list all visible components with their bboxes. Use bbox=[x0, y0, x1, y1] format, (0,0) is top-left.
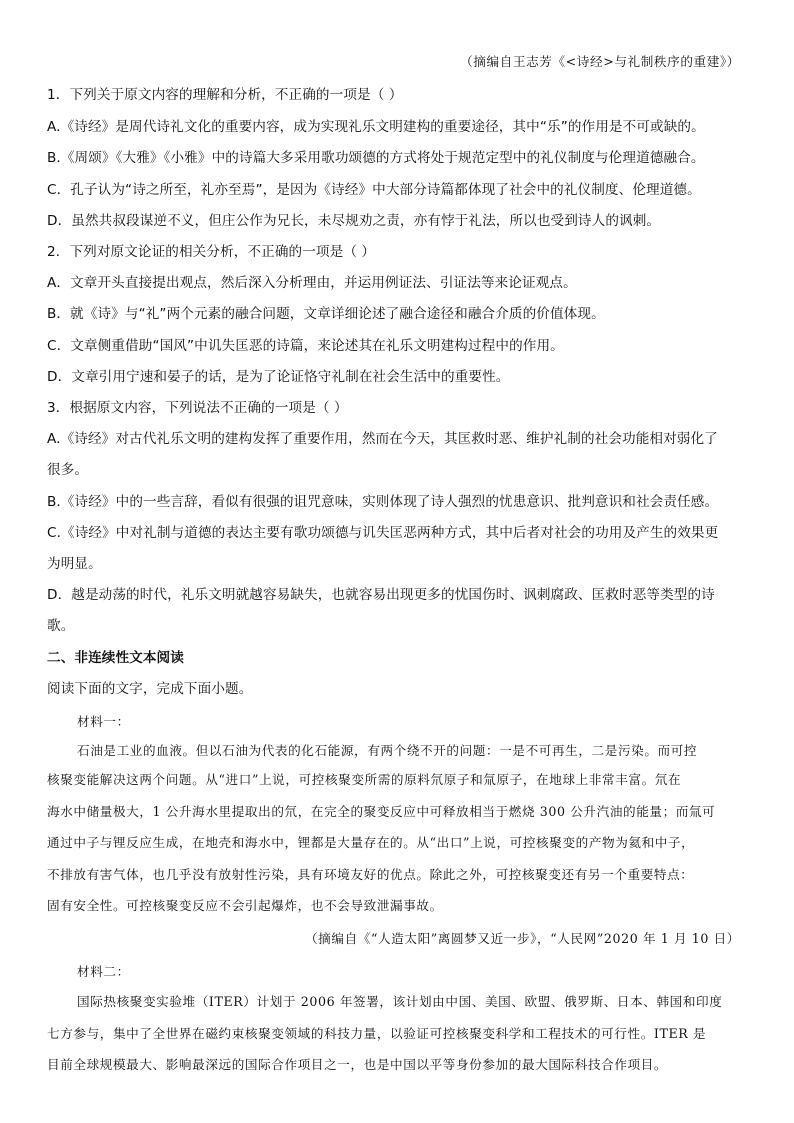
material-1-source: （摘编自《“人造太阳”离圆梦又近一步》，“人民网”2020 年 1 月 10 日） bbox=[304, 931, 740, 946]
section-instruction: 阅读下面的文字，完成下面小题。 bbox=[47, 681, 253, 697]
material-1-line: 石油是工业的血液。但以石油为代表的化石能源，有两个绕不开的问题：一是不可再生，二是污染。而可控 bbox=[77, 743, 698, 758]
material-2-line: 七方参与，集中了全世界在磁约束核聚变领域的科技力量，以验证可控核聚变科学和工程技术的可行性。ITER 是 bbox=[47, 1026, 707, 1041]
material-1-line: 固有安全性。可控核聚变反应不会引起爆炸，也不会导致泄漏事故。 bbox=[47, 898, 443, 913]
question-3-option-c-cont: 为明显。 bbox=[47, 556, 102, 572]
question-3-stem: 3．根据原文内容，下列说法不正确的一项是（ ） bbox=[47, 400, 348, 416]
question-3-option-c: C.《诗经》中对礼制与道德的表达主要有歌功颂德与讥失匡恶两种方式，其中后者对社会的功用及产生的效果更 bbox=[47, 525, 719, 541]
question-1-option-d: D．虽然共叔段谋逆不义，但庄公作为兄长，未尽规劝之责，亦有悖于礼法，所以也受到诗人的讽刺。 bbox=[47, 213, 661, 229]
question-3-option-a-cont: 很多。 bbox=[47, 462, 89, 478]
material-2-line: 国际热核聚变实验堆（ITER）计划于 2006 年签署，该计划由中国、美国、欧盟、俄罗斯、日本、韩国和印度 bbox=[77, 994, 723, 1009]
question-1-option-b: B.《周颂》《大雅》《小雅》中的诗篇大多采用歌功颂德的方式将处于规范定型中的礼仪制度与伦理道德融合。 bbox=[47, 150, 705, 166]
question-2-option-a: A．文章开头直接提出观点，然后深入分析理由，并运用例证法、引证法等来论证观点。 bbox=[47, 275, 577, 291]
question-3-option-d: D．越是动荡的时代，礼乐文明就越容易缺失，也就容易出现更多的忧国伤时、讽刺腐政、匡救时恶等类型的诗 bbox=[47, 587, 715, 603]
question-1-option-c: C．孔子认为“诗之所至，礼亦至焉”，是因为《诗经》中大部分诗篇都体现了社会中的礼仪制度、伦理道德。 bbox=[47, 182, 701, 198]
question-1-stem: 1．下列关于原文内容的理解和分析，不正确的一项是（ ） bbox=[47, 87, 403, 103]
section-heading: 二、非连续性文本阅读 bbox=[47, 650, 184, 666]
material-2-label: 材料二： bbox=[77, 964, 130, 979]
question-2-option-d: D．文章引用宁速和晏子的话，是为了论证恪守礼制在社会生活中的重要性。 bbox=[47, 369, 510, 385]
material-1-line: 海水中储量极大，1 公升海水里提取出的氘，在完全的聚变反应中可释放相当于燃烧 300 公升汽油的能量；而氚可 bbox=[47, 804, 716, 819]
question-2-option-c: C．文章侧重借助“国风”中讥失匡恶的诗篇，来论述其在礼乐文明建构过程中的作用。 bbox=[47, 338, 564, 354]
question-3-option-a: A.《诗经》对古代礼乐文明的建构发挥了重要作用，然而在今天，其匡救时恶、维护礼制的社会功能相对弱化了 bbox=[47, 431, 718, 447]
material-1-label: 材料一： bbox=[77, 714, 130, 729]
question-1-option-a: A.《诗经》是周代诗礼文化的重要内容，成为实现礼乐文明建构的重要途径，其中“乐”的作用是不可或缺的。 bbox=[47, 119, 705, 135]
question-3-option-b: B.《诗经》中的一些言辞，看似有很强的诅咒意味，实则体现了诗人强烈的忧患意识、批判意识和社会责任感。 bbox=[47, 494, 719, 510]
material-1-line: 核聚变能解决这两个问题。从“进口”上说，可控核聚变所需的原料氘原子和氚原子，在地球上非常丰富。氘在 bbox=[47, 772, 682, 787]
question-2-stem: 2．下列对原文论证的相关分析，不正确的一项是（ ） bbox=[47, 244, 376, 260]
source-citation: （摘编自王志芳《<诗经>与礼制秩序的重建》） bbox=[460, 54, 740, 69]
material-2-line: 目前全球规模最大、影响最深远的国际合作项目之一，也是中国以平等身份参加的最大国际科技合作项目。 bbox=[47, 1057, 668, 1072]
material-1-line: 不排放有害气体，也几乎没有放射性污染，具有环境友好的优点。除此之外，可控核聚变还有另一个重要特点： bbox=[47, 867, 694, 882]
question-3-option-d-cont: 歌。 bbox=[47, 618, 75, 634]
material-1-line: 通过中子与锂反应生成，在地壳和海水中，锂都是大量存在的。从“出口”上说，可控核聚变的产物为氦和中子， bbox=[47, 835, 695, 850]
question-2-option-b: B．就《诗》与“礼”两个元素的融合问题，文章详细论述了融合途径和融合介质的价值体现。 bbox=[47, 306, 605, 322]
